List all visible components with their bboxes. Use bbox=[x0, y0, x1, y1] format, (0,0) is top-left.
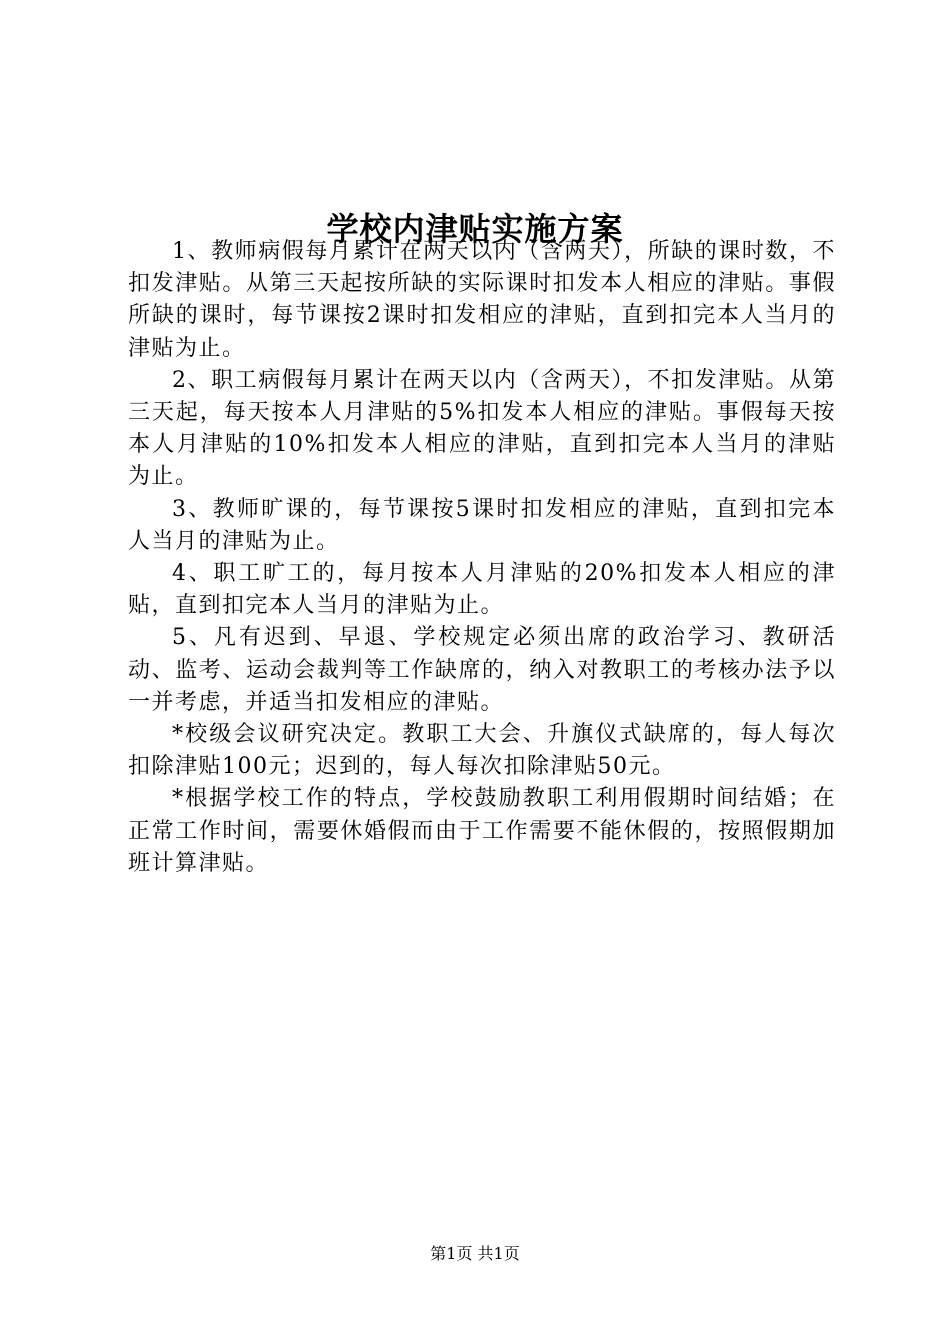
document-body bbox=[128, 236, 836, 880]
paragraph-staff-sick-leave: 2、职工病假每月累计在两天以内（含两天），不扣发津贴。从第三天起，每天按本人月津贴的5%扣发本人相应的津贴。事假每天按本人月津贴的10%扣发本人相应的津贴，直到扣完本人当月的津贴为止。 bbox=[128, 367, 836, 490]
paragraph-meeting-absence: *校级会议研究决定。教职工大会、升旗仪式缺席的，每人每次扣除津贴100元；迟到的，每人每次扣除津贴50元。 bbox=[128, 722, 836, 780]
paragraph-teacher-absence: 3、教师旷课的，每节课按5课时扣发相应的津贴，直到扣完本人当月的津贴为止。 bbox=[128, 496, 836, 554]
document-title: 学校内津贴实施方案 bbox=[326, 210, 624, 249]
paragraph-staff-absence: 4、职工旷工的，每月按本人月津贴的20%扣发本人相应的津贴，直到扣完本人当月的津贴为止。 bbox=[128, 561, 836, 619]
paragraph-marriage-leave: *根据学校工作的特点，学校鼓励教职工利用假期时间结婚；在正常工作时间，需要休婚假而由于工作需要不能休假的，按照假期加班计算津贴。 bbox=[128, 786, 836, 876]
paragraph-teacher-sick-leave: 1、教师病假每月累计在两天以内（含两天），所缺的课时数，不扣发津贴。从第三天起按所缺的实际课时扣发本人相应的津贴。事假所缺的课时，每节课按2课时扣发相应的津贴，直到扣完本人当月的津贴为止。 bbox=[128, 239, 836, 361]
page-footer: 第1页 共1页 bbox=[430, 1244, 520, 1263]
paragraph-late-early-leave: 5、凡有迟到、早退、学校规定必须出席的政治学习、教研活动、监考、运动会裁判等工作缺席的，纳入对教职工的考核办法予以一并考虑，并适当扣发相应的津贴。 bbox=[128, 625, 836, 715]
